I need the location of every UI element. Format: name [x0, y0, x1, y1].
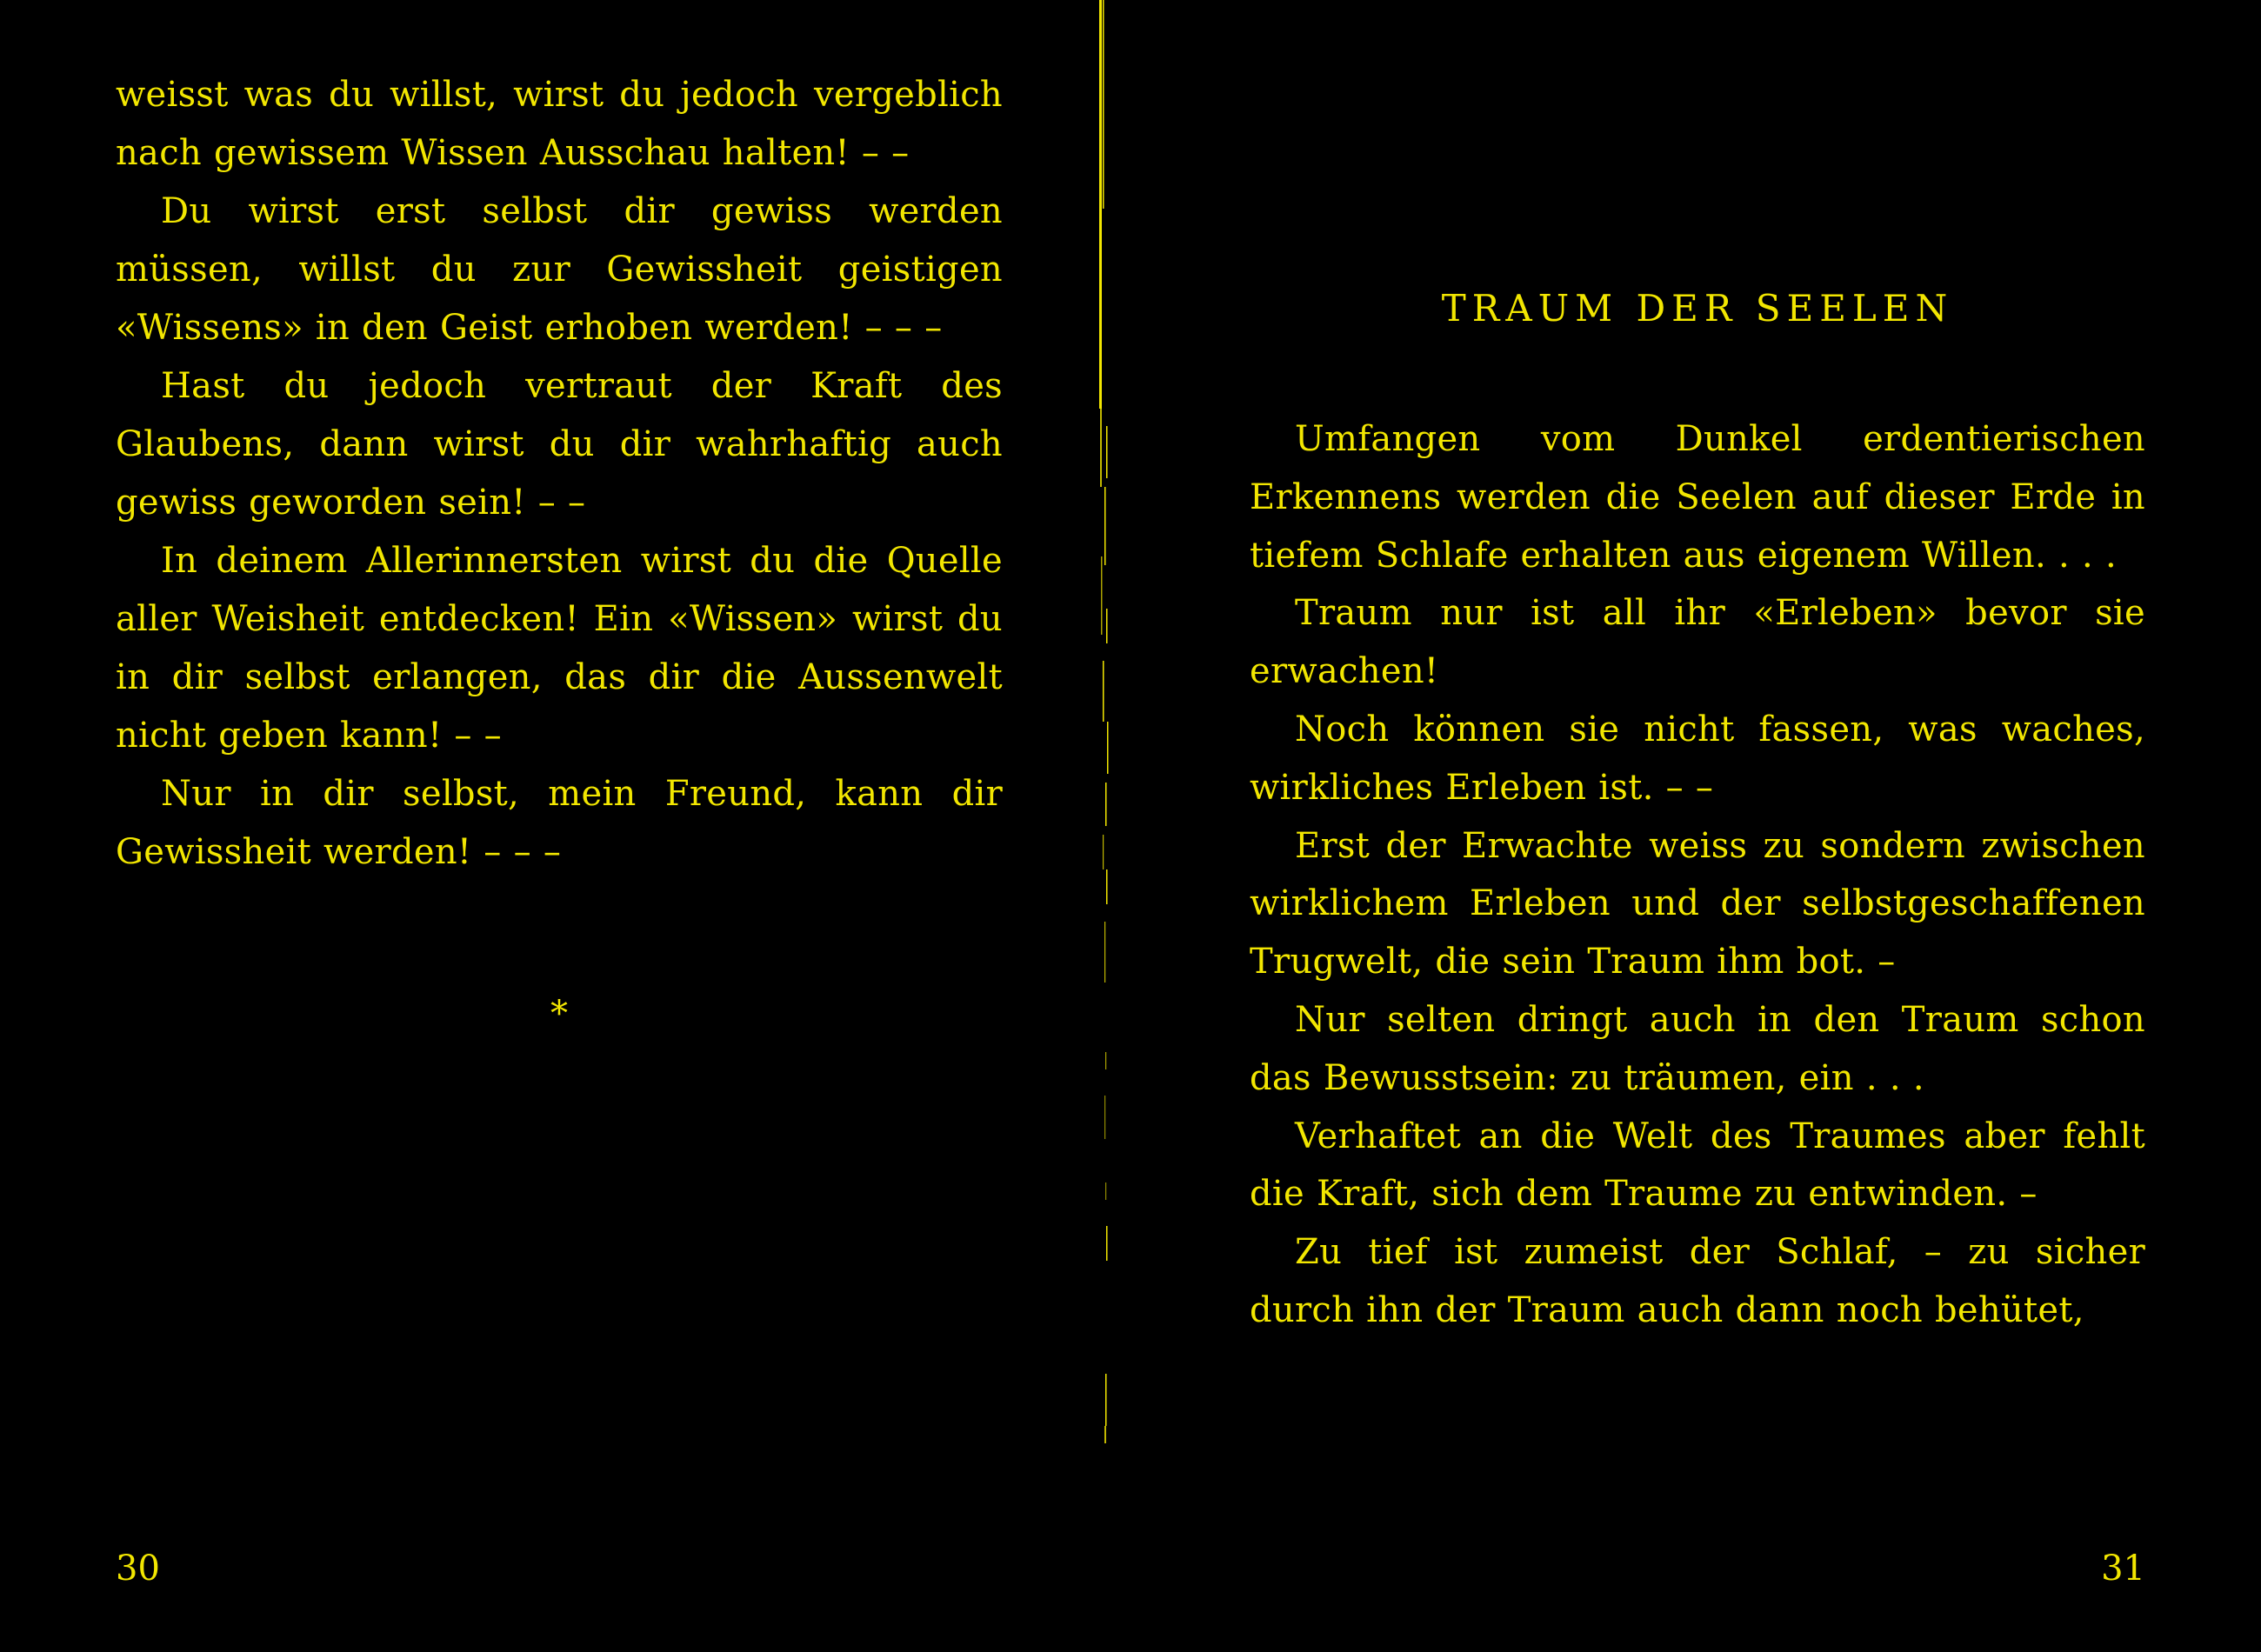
paragraph: In deinem Allerinnersten wirst du die Quelle aller Weisheit entdecken! Ein «Wissen» wirst du in dir selbst erlangen, das dir die Aussenwelt nicht geben kann! – – [116, 541, 1003, 756]
paragraph: Verhaftet an die Welt des Traumes aber fehlt die Kraft, sich dem Traume zu entwinden. – [1250, 1116, 2145, 1215]
left-page [116, 0, 1003, 1652]
paragraph: Hast du jedoch vertraut der Kraft des Glaubens, dann wirst du dir wahrhaftig auch gewiss geworden sein! – – [116, 366, 1003, 523]
right-page [1250, 0, 2145, 1652]
paragraph: Erst der Erwachte weiss zu sondern zwischen wirklichem Erleben und der selbstgeschaffenen Trugwelt, die sein Traum ihm bot. – [1250, 825, 2145, 983]
chapter-heading: TRAUM DER SEELEN [1441, 287, 1954, 330]
paragraph: Nur in dir selbst, mein Freund, kann dir Gewissheit werden! – – – [116, 774, 1003, 872]
section-separator: * [550, 994, 568, 1034]
page-number-left: 30 [116, 1549, 160, 1589]
book-gutter [1094, 0, 1120, 1652]
page-number-right: 31 [2101, 1549, 2145, 1589]
paragraph: Zu tief ist zumeist der Schlaf, – zu sicher durch ihn der Traum auch dann noch behütet, [1250, 1232, 2145, 1330]
paragraph: Du wirst erst selbst dir gewiss werden müssen, willst du zur Gewissheit geistigen «Wissens» in den Geist erhoben werden! – – – [116, 191, 1003, 348]
paragraph: Noch können sie nicht fassen, was waches, wirkliches Erleben ist. – – [1250, 709, 2145, 808]
paragraph: weisst was du willst, wirst du jedoch vergeblich nach gewissem Wissen Ausschau halten! – – [116, 75, 1003, 173]
paragraph: Nur selten dringt auch in den Traum schon das Bewusstsein: zu träumen, ein . . . [1250, 999, 2145, 1098]
left-page-body [116, 66, 1003, 882]
paragraph: Traum nur ist all ihr «Erleben» bevor sie erwachen! [1250, 593, 2145, 692]
right-page-body [1250, 410, 2145, 1340]
paragraph: Umfangen vom Dunkel erdentierischen Erkennens werden die Seelen auf dieser Erde in tiefem Schlafe erhalten aus eigenem Willen. . . . [1250, 419, 2145, 576]
